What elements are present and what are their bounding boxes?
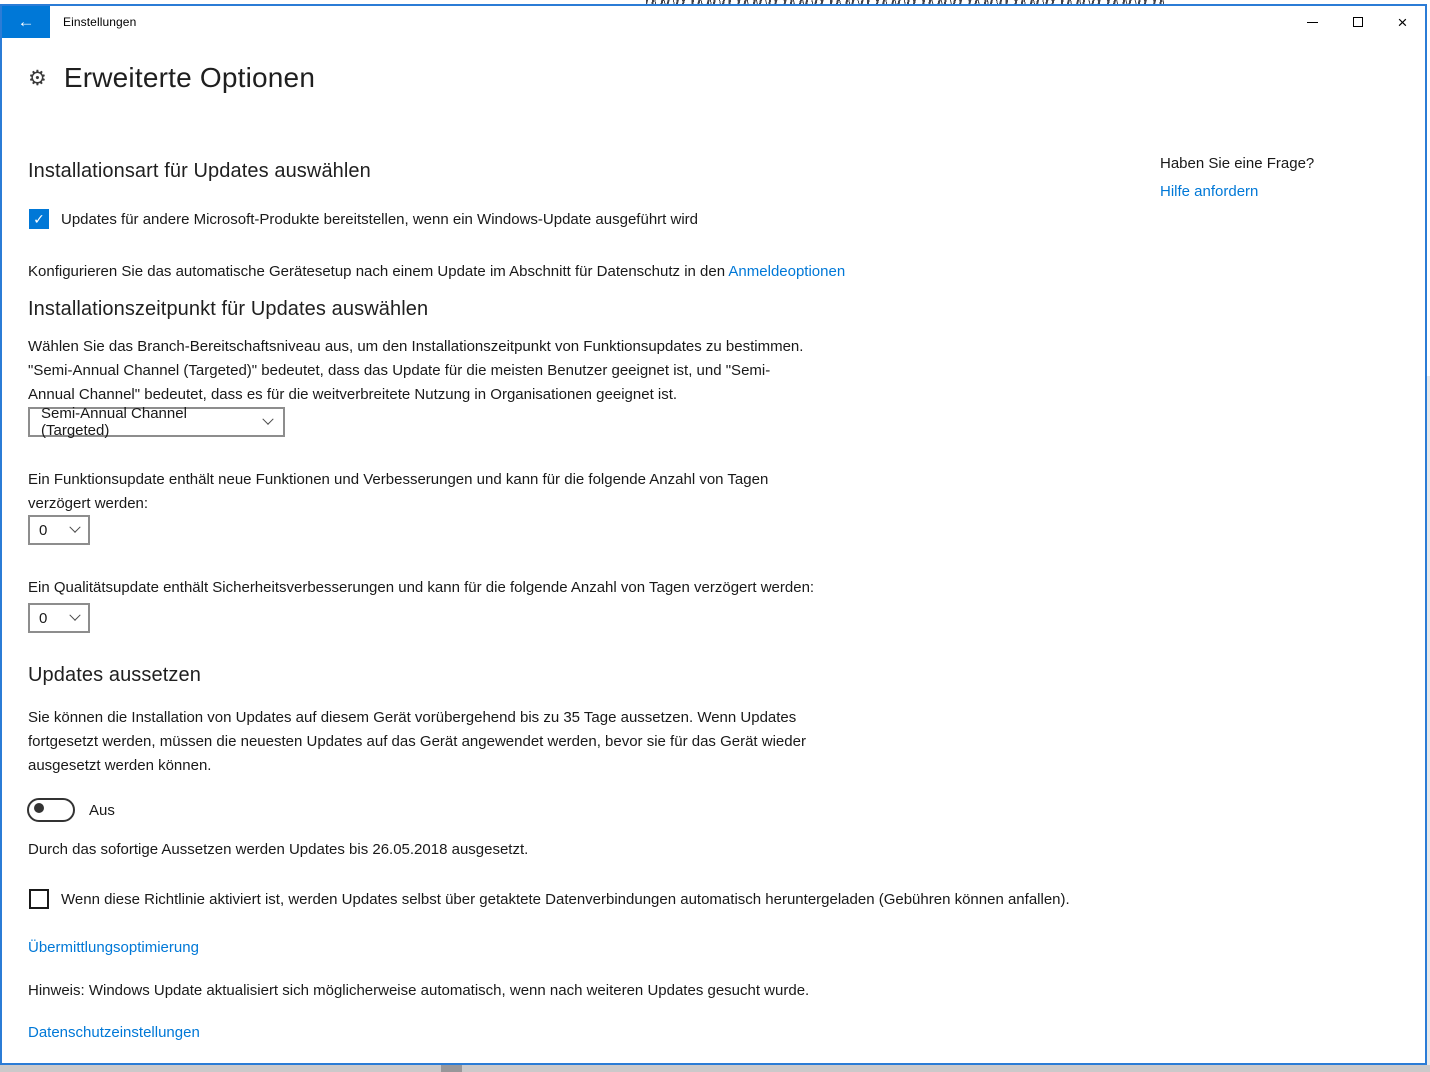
pause-toggle-row [27,798,115,822]
settings-window [0,4,1427,1065]
gear-icon: ⚙ [28,66,47,90]
pause-description: Sie können die Installation von Updates auf diesem Gerät vorübergehend bis zu 35 Tage aussetzen. Wenn Updates fortgesetzt werden, müssen die neuesten Updates auf das Gerät angewendet werden, bevor sie für das Gerät wieder ausgesetzt werden können. [28,709,806,774]
feature-delay-select[interactable] [28,515,90,545]
install-type-heading: Installationsart für Updates auswählen [28,160,371,182]
device-setup-text-body: Konfigurieren Sie das automatische Gerätesetup nach einem Update im Abschnitt für Datenschutz in den [28,263,729,280]
page-header [28,62,315,94]
pause-toggle[interactable] [27,798,75,822]
back-button[interactable] [2,6,50,38]
ms-products-checkbox-row [29,209,698,229]
help-section [1160,155,1314,201]
branch-description: Wählen Sie das Branch-Bereitschaftsniveau aus, um den Installationszeitpunkt von Funktionsupdates zu bestimmen. "Semi-Annual Channel (Targeted)" bedeutet, dass das Update für die meisten Benutzer geeignet ist, und "Semi-Annual Channel" bedeutet, dass es für die weitverbreitete Nutzung in Organisationen geeignet ist. [28,338,804,403]
background-taskbar-segment [441,1065,462,1072]
pause-updates-heading: Updates aussetzen [28,664,201,686]
pause-toggle-label: Aus [89,801,115,819]
quality-delay-select[interactable] [28,603,90,633]
chevron-down-icon [69,522,80,533]
page-title: Erweiterte Optionen [63,62,316,93]
maximize-icon [1353,17,1363,27]
checkmark-icon: ✓ [33,211,45,227]
ms-products-checkbox-label: Updates für andere Microsoft-Produkte bereitstellen, wenn ein Windows-Update ausgeführt wird [61,210,698,228]
help-question: Haben Sie eine Frage? [1160,155,1315,172]
chevron-down-icon [262,414,273,425]
chevron-down-icon [69,610,80,621]
minimize-icon [1307,22,1318,23]
quality-delay-value: 0 [39,609,48,627]
window-controls [1290,6,1425,38]
device-setup-text [28,260,845,284]
install-time-heading: Installationszeitpunkt für Updates auswählen [28,298,429,320]
pause-note: Durch das sofortige Aussetzen werden Updates bis 26.05.2018 ausgesetzt. [28,841,529,858]
metered-checkbox-label: Wenn diese Richtlinie aktiviert ist, werden Updates selbst über getaktete Datenverbindungen automatisch heruntergeladen (Gebühren können anfallen). [61,890,1070,908]
delivery-optimization-link[interactable]: Übermittlungsoptimierung [28,939,199,956]
feature-update-text: Ein Funktionsupdate enthält neue Funktionen und Verbesserungen und kann für die folgende Anzahl von Tagen verzögert werden: [28,471,769,512]
titlebar [2,6,1425,38]
metered-checkbox[interactable] [29,889,49,909]
titlebar-drag-area[interactable] [136,6,1290,38]
minimize-button[interactable] [1290,6,1335,38]
background-taskbar-strip [0,1065,1430,1072]
feature-delay-value: 0 [39,521,48,539]
privacy-settings-link[interactable]: Datenschutzeinstellungen [28,1024,200,1041]
metered-checkbox-row [29,889,1070,909]
maximize-button[interactable] [1335,6,1380,38]
back-arrow-icon: ← [17,12,35,31]
ms-products-checkbox[interactable] [29,209,49,229]
get-help-link[interactable]: Hilfe anfordern [1160,183,1259,200]
window-title: Einstellungen [63,15,137,29]
close-icon: × [1397,12,1408,32]
branch-select-value: Semi-Annual Channel (Targeted) [41,405,187,439]
close-button[interactable] [1380,6,1425,38]
settings-content [2,38,1425,1063]
quality-update-text: Ein Qualitätsupdate enthält Sicherheitsverbesserungen und kann für die folgende Anzahl von Tagen verzögert werden: [28,579,815,596]
toggle-knob [34,803,44,813]
signin-options-link[interactable]: Anmeldeoptionen [728,263,846,280]
branch-select[interactable] [28,407,285,437]
hint-text: Hinweis: Windows Update aktualisiert sich möglicherweise automatisch, wenn nach weiteren Updates gesucht wurde. [28,982,810,999]
